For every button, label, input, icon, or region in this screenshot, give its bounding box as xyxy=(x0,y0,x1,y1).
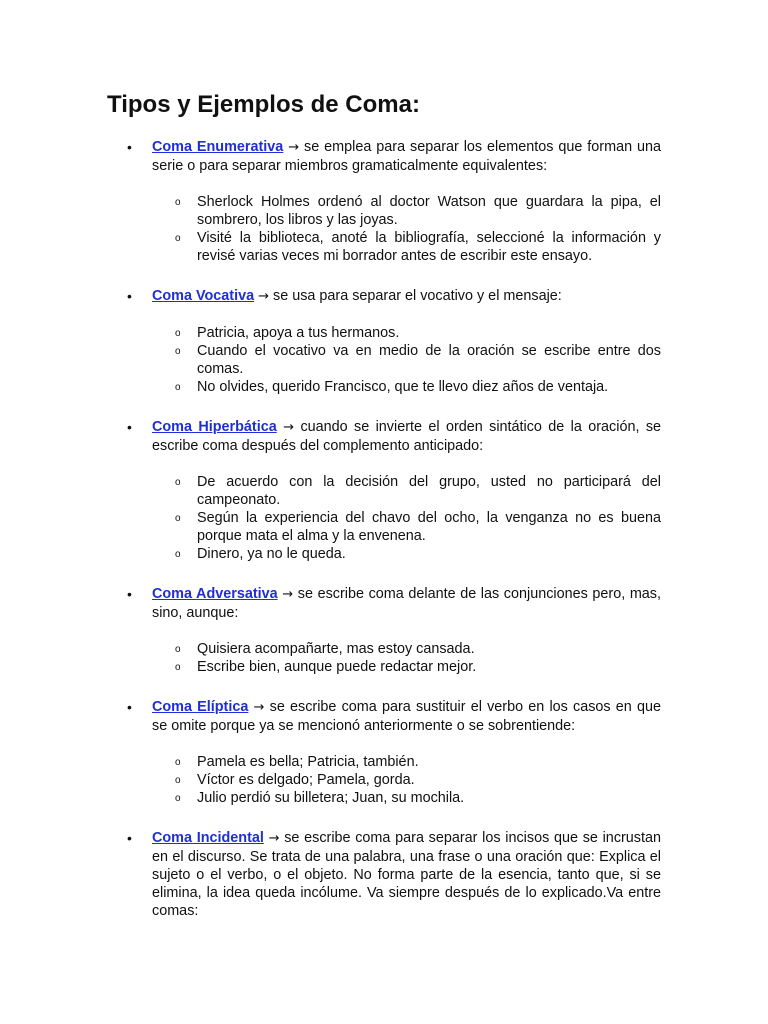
comma-type-link[interactable]: Coma Elíptica xyxy=(152,699,249,715)
comma-type-definition xyxy=(152,585,661,622)
examples-list xyxy=(152,753,661,807)
example-item xyxy=(152,193,661,229)
comma-type-item xyxy=(107,585,661,676)
example-item xyxy=(152,229,661,265)
arrow-icon: → xyxy=(283,420,295,435)
circle-bullet-icon: o xyxy=(175,477,181,488)
examples-list xyxy=(152,473,661,563)
comma-type-item xyxy=(107,418,661,563)
arrow-icon: → xyxy=(253,700,265,715)
comma-type-link[interactable]: Coma Hiperbática xyxy=(152,419,277,435)
example-item xyxy=(152,509,661,545)
comma-type-item xyxy=(107,698,661,807)
bullet-icon: • xyxy=(127,288,132,304)
circle-bullet-icon: o xyxy=(175,346,181,357)
example-text: Patricia, apoya a tus hermanos. xyxy=(197,325,400,341)
comma-type-item xyxy=(107,138,661,265)
comma-type-definition xyxy=(152,418,661,455)
circle-bullet-icon: o xyxy=(175,197,181,208)
example-text: Julio perdió su billetera; Juan, su mochila. xyxy=(197,790,465,806)
example-item xyxy=(152,789,661,807)
circle-bullet-icon: o xyxy=(175,328,181,339)
comma-types-list xyxy=(107,138,661,920)
circle-bullet-icon: o xyxy=(175,513,181,524)
comma-type-link[interactable]: Coma Enumerativa xyxy=(152,139,284,155)
circle-bullet-icon: o xyxy=(175,662,181,673)
bullet-icon: • xyxy=(127,586,132,602)
page-title: Tipos y Ejemplos de Coma: xyxy=(107,91,420,118)
bullet-icon: • xyxy=(127,699,132,715)
arrow-icon: → xyxy=(288,140,300,155)
circle-bullet-icon: o xyxy=(175,549,181,560)
circle-bullet-icon: o xyxy=(175,644,181,655)
bullet-icon: • xyxy=(127,419,132,435)
arrow-icon: → xyxy=(282,587,294,602)
arrow-icon: → xyxy=(268,831,280,846)
example-text: Víctor es delgado; Pamela, gorda. xyxy=(197,772,415,788)
comma-type-description: se escribe coma para sustituir el verbo en los casos en que se omite porque ya se mencionó anteriormente o se sobrentiende: xyxy=(152,699,662,734)
example-item xyxy=(152,753,661,771)
circle-bullet-icon: o xyxy=(175,793,181,804)
comma-type-definition xyxy=(152,829,661,920)
example-text: Sherlock Holmes ordenó al doctor Watson que guardara la pipa, el sombrero, los libros y las joyas. xyxy=(197,194,661,228)
examples-list xyxy=(152,640,661,676)
circle-bullet-icon: o xyxy=(175,775,181,786)
example-text: Dinero, ya no le queda. xyxy=(197,546,346,562)
examples-list xyxy=(152,193,661,265)
comma-type-description: cuando se invierte el orden sintático de la oración, se escribe coma después del complemento anticipado: xyxy=(152,419,662,454)
arrow-icon: → xyxy=(258,289,270,304)
comma-type-definition xyxy=(152,138,661,175)
example-item xyxy=(152,640,661,658)
example-text: Visité la biblioteca, anoté la bibliografía, seleccioné la información y revisé varias veces mi borrador antes de escribir este ensayo. xyxy=(197,230,661,264)
example-item xyxy=(152,771,661,789)
comma-type-description: se escribe coma para separar los incisos que se incrustan en el discurso. Se trata de una palabra, una frase o una oración que: Explica el sujeto o el verbo, o el objeto. No forma parte de la esencia, tanto que, si se elimina, la idea queda incólume. Va siempre después de lo explicado.Va entre comas: xyxy=(152,830,662,919)
comma-type-link[interactable]: Coma Vocativa xyxy=(152,288,255,304)
comma-type-description: se escribe coma delante de las conjunciones pero, mas, sino, aunque: xyxy=(152,586,662,621)
comma-type-description: se emplea para separar los elementos que forman una serie o para separar miembros gramaticalmente equivalentes: xyxy=(152,139,662,174)
comma-type-link[interactable]: Coma Incidental xyxy=(152,830,264,846)
example-text: No olvides, querido Francisco, que te llevo diez años de ventaja. xyxy=(197,379,609,395)
example-item xyxy=(152,658,661,676)
example-text: Cuando el vocativo va en medio de la oración se escribe entre dos comas. xyxy=(197,343,661,377)
example-item xyxy=(152,342,661,378)
example-text: Según la experiencia del chavo del ocho, la venganza no es buena porque mata el alma y la envenena. xyxy=(197,510,661,544)
circle-bullet-icon: o xyxy=(175,233,181,244)
example-item xyxy=(152,324,661,342)
comma-type-link[interactable]: Coma Adversativa xyxy=(152,586,278,602)
comma-type-item xyxy=(107,287,661,396)
comma-type-description: se usa para separar el vocativo y el mensaje: xyxy=(273,288,562,304)
examples-list xyxy=(152,324,661,396)
comma-type-definition xyxy=(152,287,661,306)
comma-type-definition xyxy=(152,698,661,735)
circle-bullet-icon: o xyxy=(175,757,181,768)
example-text: Pamela es bella; Patricia, también. xyxy=(197,754,419,770)
example-item xyxy=(152,473,661,509)
bullet-icon: • xyxy=(127,139,132,155)
example-text: Escribe bien, aunque puede redactar mejor. xyxy=(197,659,477,675)
example-text: Quisiera acompañarte, mas estoy cansada. xyxy=(197,641,475,657)
comma-type-item xyxy=(107,829,661,920)
bullet-icon: • xyxy=(127,830,132,846)
example-text: De acuerdo con la decisión del grupo, usted no participará del campeonato. xyxy=(197,474,661,508)
example-item xyxy=(152,378,661,396)
example-item xyxy=(152,545,661,563)
circle-bullet-icon: o xyxy=(175,382,181,393)
